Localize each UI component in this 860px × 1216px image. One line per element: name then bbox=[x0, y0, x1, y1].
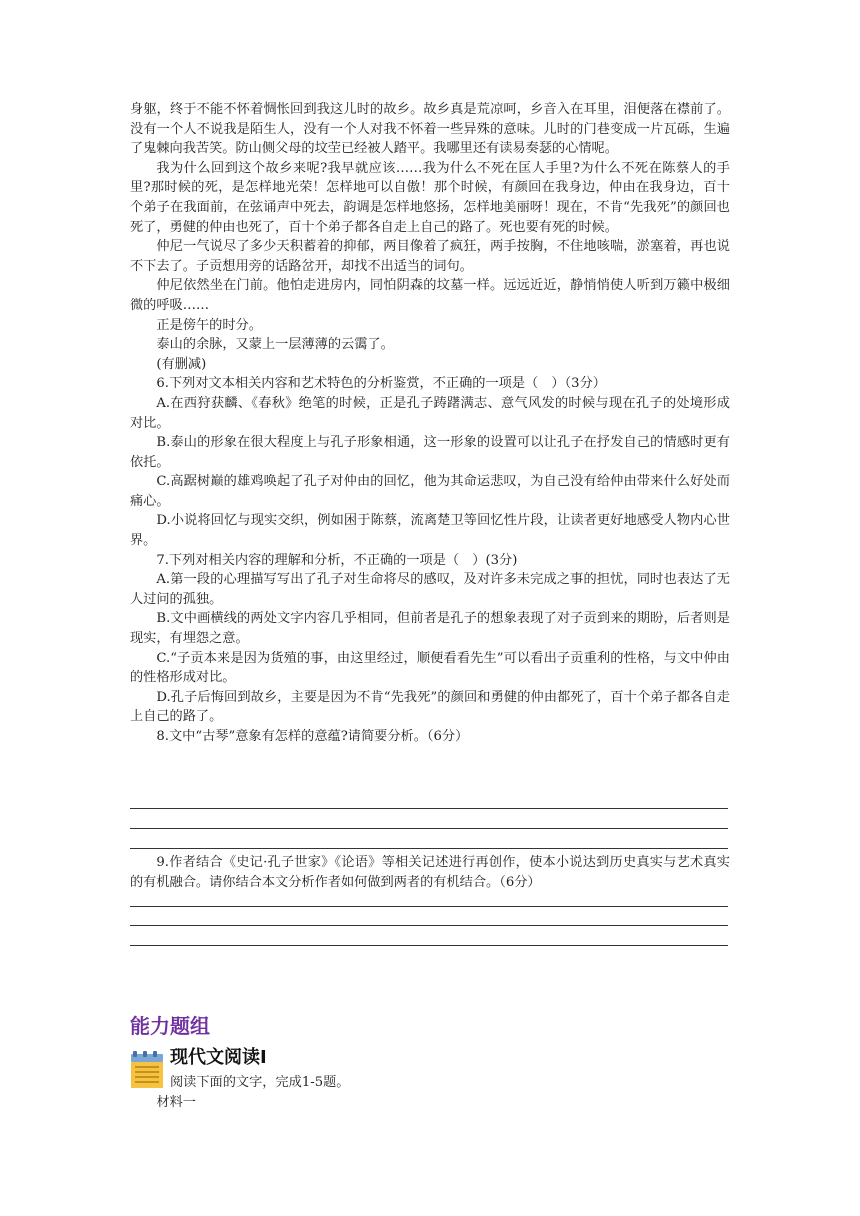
answer-line[interactable] bbox=[130, 906, 728, 907]
subsection-title: 现代文阅读Ⅰ bbox=[170, 1047, 267, 1068]
question-6-stem: 6.下列对文本相关内容和艺术特色的分析鉴赏，不正确的一项是（ ）（3分） bbox=[156, 376, 606, 392]
question-7-stem: 7.下列对相关内容的理解和分析，不正确的一项是（ ）(3分) bbox=[156, 552, 518, 568]
instruction-label: 阅读下面的文字，完成1-5题。 bbox=[170, 1075, 350, 1090]
question-8-stem: 8.文中“古琴”意象有怎样的意蕴?请简要分析。（6分） bbox=[156, 729, 469, 744]
question-9-block bbox=[130, 853, 730, 892]
question-9-stem: 9.作者结合《史记·孔子世家》《论语》等相关记述进行再创作，使本小说达到历史真实与艺术真实的有机融合。请你结合本文分析作者如何做到两者的有机结合。（6分） bbox=[130, 855, 730, 890]
material-label: 材料一 bbox=[156, 1094, 196, 1110]
answer-line[interactable] bbox=[130, 808, 728, 809]
passage-paragraph: 正是傍午的时分。 bbox=[156, 317, 262, 333]
question-6-option-b: B.泰山的形象在很大程度上与孔子形象相通，这一形象的设置可以让孔子在抒发自己的情感时更有依托。 bbox=[130, 435, 730, 470]
question-6-option-a: A.在西狩获麟、《春秋》绝笔的时候，正是孔子踌躇满志、意气风发的时候与现在孔子的处境形成对比。 bbox=[130, 395, 730, 431]
question-7-option-c: C.“子贡本来是因为货殖的事，由这里经过，顺便看看先生”可以看出子贡重利的性格，与文中仲由的性格形成对比。 bbox=[130, 650, 730, 686]
question-6-option-c: C.高踞树巅的雄鸡唤起了孔子对仲由的回忆，他为其命运悲叹，为自己没有给仲由带来什么好处而痛心。 bbox=[130, 474, 730, 509]
passage-paragraph: 泰山的余脉，又蒙上一层薄薄的云霭了。 bbox=[156, 337, 394, 353]
passage-paragraph: 身躯，终于不能不怀着惆怅回到我这儿时的故乡。故乡真是荒凉呵，乡音入在耳里，泪便落在襟前了。没有一个人不说我是陌生人，没有一个人对我不怀着一些异殊的意味。儿时的门巷变成一片瓦砾，生遍了鬼棘向我苦笑。防山侧父母的坟茔已经被人踏平。我哪里还有读易奏瑟的心情呢。 bbox=[130, 102, 730, 157]
question-7-option-d: D.孔子后悔回到故乡，主要是因为不肯“先我死”的颜回和勇健的仲由都死了，百十个弟子都各自走上自己的路了。 bbox=[130, 689, 730, 725]
reading-passage bbox=[130, 100, 730, 747]
answer-line[interactable] bbox=[130, 848, 728, 849]
abridged-note: (有删减) bbox=[156, 356, 207, 372]
answer-line[interactable] bbox=[130, 828, 728, 829]
passage-paragraph: 我为什么回到这个故乡来呢?我早就应该……我为什么不死在匡人手里?为什么不死在陈蔡人的手里?那时候的死，是怎样地光荣！怎样地可以自傲！那个时候，有颜回在我身边，仲由在我身边，百十个弟子在我面前，在弦诵声中死去，韵调是怎样地悠扬，怎样地美丽呀！现在，不肯“先我死”的颜回也死了，勇健的仲由也死了，百十个弟子都各自走上自己的路了。死也要有死的时候。 bbox=[130, 160, 730, 235]
question-7-option-b: B.文中画横线的两处文字内容几乎相同，但前者是孔子的想象表现了对子贡到来的期盼，后者则是现实，有埋怨之意。 bbox=[130, 611, 730, 647]
passage-paragraph: 仲尼依然坐在门前。他怕走进房内，同怕阴森的坟墓一样。远远近近，静悄悄使人听到万籁中极细微的呼吸…… bbox=[130, 278, 730, 313]
question-7-option-a: A.第一段的心理描写写出了孔子对生命将尽的感叹，及对许多未完成之事的担忧，同时也表达了无人过问的孤独。 bbox=[130, 572, 730, 607]
answer-line[interactable] bbox=[130, 945, 728, 946]
instruction-text bbox=[130, 1073, 730, 1093]
section-title: 能力题组 bbox=[130, 1014, 210, 1038]
question-6-option-d: D.小说将回忆与现实交织，例如困于陈蔡，流离楚卫等回忆性片段，让读者更好地感受人物内心世界。 bbox=[130, 513, 730, 549]
passage-paragraph: 仲尼一气说尽了多少天积蓄着的抑郁，两目像着了疯狂，两手按胸，不住地咳喘，淤塞着，再也说不下去了。子贡想用旁的话路岔开，却找不出适当的词句。 bbox=[130, 239, 730, 274]
section-intro bbox=[130, 1073, 730, 1112]
answer-line[interactable] bbox=[130, 925, 728, 926]
